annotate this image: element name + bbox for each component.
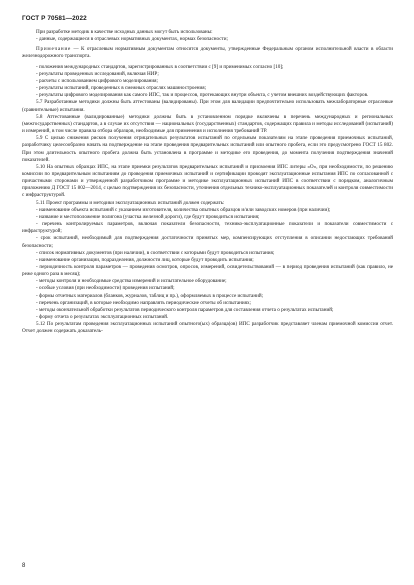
paragraph-text: - перечень организаций, в которые необходимо направлять периодические отчеты об испытаниях; <box>36 299 251 306</box>
page-number: 8 <box>22 563 26 569</box>
paragraph-text: - расчеты с использованием цифрового моделирования; <box>36 77 158 84</box>
text-paragraph <box>22 293 393 300</box>
text-paragraph <box>22 321 393 335</box>
paragraph-text: - формы отчетных материалов (бланков, журналов, таблиц и пр.), оформляемых в процессе испытаний; <box>36 292 264 299</box>
text-paragraph <box>22 264 393 278</box>
paragraph-text: 5.11 Проект программы и методики эксплуатационных испытаний должен содержать: <box>36 199 225 206</box>
note-paragraph <box>22 46 393 60</box>
text-paragraph <box>22 164 393 200</box>
text-paragraph <box>22 300 393 307</box>
paragraph-text: - наименование объекта испытаний с указанием изготовителя, количества опытных образцов и/или заводских номеров (при наличии); <box>36 206 331 213</box>
paragraph-text: 5.10 На опытных образцах ИПС, на этапе приемки результатов предварительных испытаний и присвоения ИПС литеры «О», при необходимости, по решению комиссии по предварительным испытаниям до проведения приемочных испытаний и сертификации проводят эксплуатационные испытания ИПС по согласованной с причастными сторонами и утвержденной разработчиком программе и методике эксплуатационных испытаний ИПС в соответствии с порядком, аналогичным приложению Д ГОСТ 15 802—2014, с целью подтверждения их безопасности, уточнения отдельных технико-эксплуатационных показателей и контроля совместимости с инфраструктурой. <box>22 163 393 199</box>
text-paragraph <box>22 135 393 164</box>
note-lead: Примечание <box>36 46 72 53</box>
paragraph-text: - результаты испытаний, проведенных в смежных отраслях машиностроения; <box>36 85 207 92</box>
paragraph-text: - название и местоположение полигона (участка железной дороги), где будут проводиться испытания; <box>36 213 260 220</box>
text-paragraph <box>22 235 393 249</box>
text-paragraph <box>22 250 393 257</box>
paragraph-text: 5.7 Разработанные методики должны быть аттестованы (валидированы). При этом для валидации предпочтительно использовать межлабораторные отраслевые (сравнительные) испытания. <box>22 99 393 113</box>
paragraph-text: - методы контроля и необходимые средства измерений и испытательное оборудование; <box>36 278 227 285</box>
paragraph-text: - результаты проведенных исследований, включая НИР; <box>36 70 159 77</box>
document-body <box>22 29 393 336</box>
text-paragraph <box>22 285 393 292</box>
paragraph-text: - методы окончательной обработки результатов периодического контроля параметров для составления отчета о результатах испытаний; <box>36 306 334 313</box>
paragraph-text: - данные, содержащиеся в отраслевых нормативных документах, нормах безопасности; <box>36 36 228 43</box>
paragraph-text: - особые условия (при необходимости) проведения испытаний; <box>36 285 175 292</box>
text-paragraph <box>22 114 393 135</box>
paragraph-text: - список нормативных документов (при наличии), в соответствии с которыми будут проводиться испытания; <box>36 249 275 256</box>
text-paragraph <box>22 214 393 221</box>
paragraph-text: — К отраслевым нормативным документам относятся документы, утвержденные Федеральным органом исполнительной власти в области железнодорожного транспорта. <box>22 46 393 60</box>
text-paragraph <box>22 71 393 78</box>
standard-designation: ГОСТ Р 70581—2022 <box>22 15 87 22</box>
paragraph-text: - срок испытаний, необходимый для подтверждения достаточности принятых мер, компенсирующих отступления в описании недостающих требований безопасности; <box>22 235 393 249</box>
paragraph-text: При разработке методик в качестве исходных данных могут быть использованы: <box>36 29 213 35</box>
text-paragraph <box>22 64 393 71</box>
paragraph-text: - результаты цифрового моделирования как самого ИПС, так и процессов, протекающих внутри объекта, с учетом внешних воздействующих факторов. <box>36 92 369 99</box>
paragraph-text: - наименование организации, подразделения, должности лиц, которые будут проводить испытания; <box>36 256 254 263</box>
paragraph-text: - положения международных стандартов, зарегистрированных в соответствии с [9] и применимых согласно [10]; <box>36 63 284 70</box>
text-paragraph <box>22 221 393 235</box>
text-paragraph <box>22 257 393 264</box>
paragraph-text: 5.9 С целью снижения рисков получения отрицательных результатов испытаний по отдельным показателям на этапе проведения приемочных испытаний, разработчику целесообразно начать на подтверждение на этапе проведения предварительных испытаний или опытного пробега, если это предусмотрено ГОСТ 15 802. При этом длительность опытного пробега должна быть установлена в программе и методике его проведения, до момента получения подтверждения значений показателей. <box>22 135 393 163</box>
paragraph-text: 5.8 Аттестованные (валидированные) методики должны быть в установленном порядке включены в перечень международных и региональных (межгосударственных) стандартов, а в случае их отсутствия — национальных (государственных) стандартов, содержащих правила и методы исследований (испытаний) и измерений, в том числе правила отбора образцов, необходимые для применения и исполнения требований ТР. <box>22 113 393 135</box>
paragraph-text: 5.12 По результатам проведения эксплуатационных испытаний опытного(ых) образца(ов) ИПС разработчик представляет членам приемочной комиссии отчет. Отчет должен содержать доказатель- <box>22 321 393 335</box>
paragraph-text: - перечень контролируемых параметров, включая показатели безопасности, технико-эксплуатационные показатели и показатели совместимости с инфраструктурой; <box>22 221 393 235</box>
paragraph-text: - форму отчета о результатах эксплуатационных испытаний. <box>36 314 169 321</box>
paragraph-text: - периодичность контроля параметров — проведения осмотров, опросов, измерений, освидетельствований — в период проведения испытаний (как правило, не реже одного раза в месяц); <box>22 264 393 278</box>
text-paragraph <box>22 207 393 214</box>
text-paragraph <box>22 36 393 43</box>
text-paragraph <box>22 200 393 207</box>
text-paragraph <box>22 99 393 113</box>
